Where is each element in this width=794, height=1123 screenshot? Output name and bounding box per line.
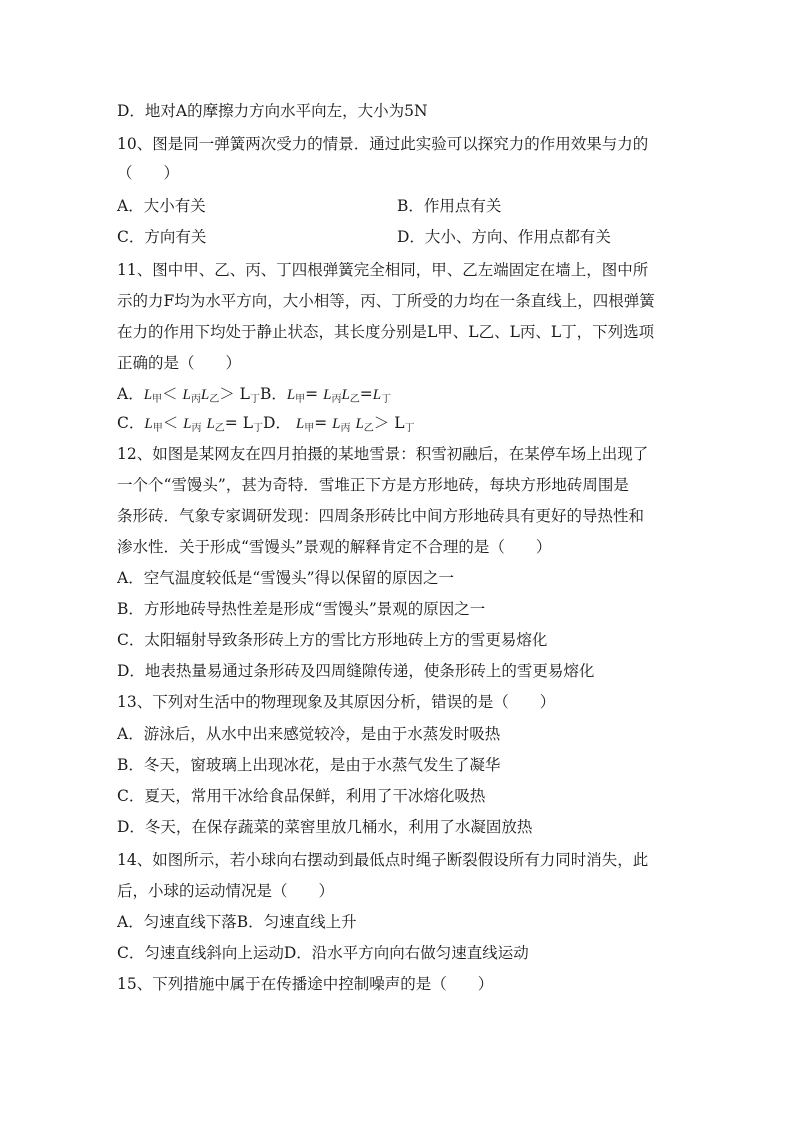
formula-sub-ding: 丁	[404, 423, 415, 434]
q12-stem-line4: 渗水性．关于形成“雪馒头”景观的解释肯定不合理的是（ ）	[117, 538, 552, 556]
formula-L: L	[182, 387, 191, 403]
q10-stem-line2: （ ）	[117, 164, 180, 182]
formula-L: L	[394, 414, 405, 432]
formula-L: L	[341, 387, 350, 403]
formula-sub-jia: 甲	[152, 423, 163, 434]
q11-stem-line1: 11、图中甲、乙、丙、丁四根弹簧完全相同，甲、乙左端固定在墙上，图中所	[117, 261, 649, 279]
q14-stem-line2: 后，小球的运动情况是（ ）	[117, 882, 335, 900]
q11-option-d-label: D．	[263, 414, 291, 432]
q10-option-c: C．方向有关	[117, 228, 207, 246]
q13-option-a: A．游泳后，从水中出来感觉较冷，是由于水蒸发时吸热	[117, 725, 501, 743]
formula-L: L	[200, 387, 210, 403]
formula-sub-bing: 丙	[340, 423, 351, 434]
formula-sub-jia: 甲	[152, 394, 163, 405]
q11-options-cd	[117, 413, 415, 439]
formula-L: L	[183, 416, 192, 432]
formula-eq: =	[359, 385, 373, 403]
formula-L: L	[143, 387, 153, 403]
formula-sub-jia: 甲	[295, 394, 306, 405]
formula-gt: ＞	[373, 414, 390, 432]
formula-L: L	[323, 387, 332, 403]
q10-stem-line1: 10、图是同一弹簧两次受力的情景．通过此实验可以探究力的作用效果与力的	[117, 135, 649, 153]
formula-L: L	[355, 416, 364, 432]
q13-option-c: C．夏天，常用干冰给食品保鲜，利用了干冰熔化吸热	[117, 787, 486, 805]
formula-L: L	[144, 416, 153, 432]
q14-options-cd: C．匀速直线斜向上运动D．沿水平方向向右做匀速直线运动	[117, 944, 529, 962]
formula-eq: =	[314, 414, 333, 432]
q12-option-a: A．空气温度较低是“雪馒头”得以保留的原因之一	[117, 569, 455, 587]
formula-eq: =	[224, 414, 243, 432]
formula-lt: ＜	[162, 414, 179, 432]
q11-stem-line2: 示的力F均为水平方向，大小相等，丙、丁所受的力均在一条直线上，四根弹簧	[117, 292, 655, 310]
formula-lt: ＜	[162, 385, 178, 403]
q12-stem-line3: 条形砖．气象专家调研发现：四周条形砖比中间方形地砖具有更好的导热性和	[117, 507, 645, 525]
formula-L: L	[295, 416, 305, 432]
q13-stem-line1: 13、下列对生活中的物理现象及其原因分析，错误的是（ ）	[117, 693, 556, 711]
formula-eq: =	[305, 385, 324, 403]
q11-stem-line3: 在力的作用下均处于静止状态，其长度分别是L甲、L乙、L丙、L丁，下列选项	[117, 323, 655, 341]
formula-sub-ding: 丁	[381, 394, 392, 405]
q12-option-d: D．地表热量易通过条形砖及四周缝隙传递，使条形砖上的雪更易熔化	[117, 662, 595, 680]
q9-option-d: D．地对A的摩擦力方向水平向左，大小为5N	[117, 102, 428, 120]
formula-sub-bing: 丙	[191, 423, 202, 434]
formula-L: L	[206, 416, 215, 432]
q10-option-a: A．大小有关	[117, 197, 206, 215]
formula-sub-yi: 乙	[209, 394, 220, 405]
q15-stem-line1: 15、下列措施中属于在传播途中控制噪声的是（ ）	[117, 975, 494, 993]
q10-option-b: B．作用点有关	[397, 197, 502, 215]
q12-option-c: C．太阳辐射导致条形砖上方的雪比方形地砖上方的雪更易熔化	[117, 631, 548, 649]
q11-stem-line4: 正确的是（ ）	[117, 354, 242, 372]
formula-L: L	[239, 385, 250, 403]
formula-sub-yi: 乙	[363, 423, 374, 434]
formula-L: L	[242, 414, 254, 432]
formula-sub-bing: 丙	[190, 394, 201, 405]
q10-option-d: D．大小、方向、作用点都有关	[397, 228, 611, 246]
formula-sub-jia: 甲	[304, 423, 315, 434]
q13-option-d: D．冬天，在保存蔬菜的菜窖里放几桶水，利用了水凝固放热	[117, 818, 533, 836]
q11-option-c-label: C．	[117, 414, 145, 432]
q12-stem-line1: 12、如图是某网友在四月拍摄的某地雪景：积雪初融后，在某停车场上出现了	[117, 445, 649, 463]
formula-sub-bing: 丙	[331, 394, 342, 405]
q13-option-b: B．冬天，窗玻璃上出现冰花，是由于水蒸气发生了凝华	[117, 756, 501, 774]
q11-option-a-label: A．	[117, 385, 144, 403]
formula-L: L	[286, 387, 296, 403]
q11-option-b-label: B．	[259, 385, 287, 403]
q14-stem-line1: 14、如图所示，若小球向右摆动到最低点时绳子断裂假设所有力同时消失，此	[117, 851, 649, 869]
q14-options-ab: A．匀速直线下落B．匀速直线上升	[117, 913, 357, 931]
formula-sub-yi: 乙	[214, 423, 225, 434]
q12-stem-line2: 一个个“雪馒头”，甚为奇特．雪堆正下方是方形地砖，每块方形地砖周围是	[117, 476, 629, 494]
formula-sub-ding: 丁	[249, 394, 260, 405]
formula-L: L	[332, 416, 341, 432]
formula-sub-yi: 乙	[349, 394, 360, 405]
q12-option-b: B．方形地砖导热性差是形成“雪馒头”景观的原因之一	[117, 600, 486, 618]
formula-L: L	[372, 387, 382, 403]
formula-sub-ding: 丁	[253, 423, 264, 434]
q11-options-ab	[117, 384, 391, 410]
formula-gt: ＞	[219, 385, 235, 403]
